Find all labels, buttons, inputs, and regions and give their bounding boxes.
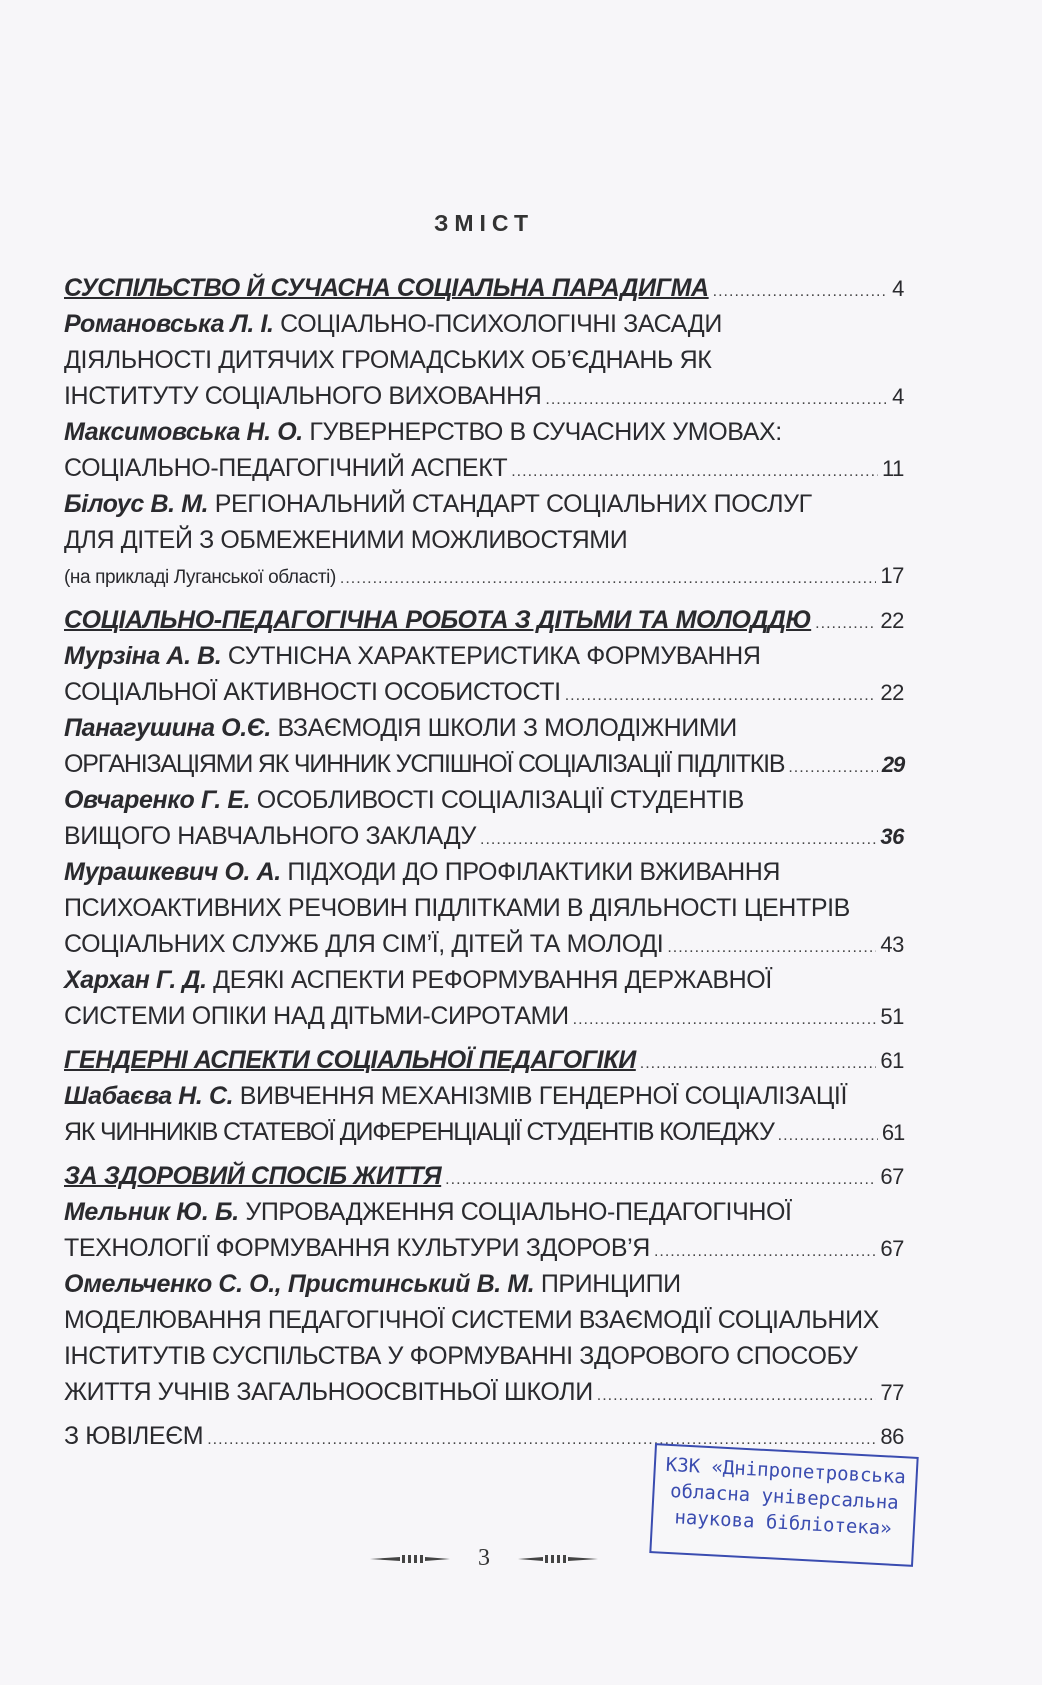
toc-entry-10[interactable] — [64, 1194, 904, 1230]
page-ref: 61 — [880, 1048, 904, 1073]
entry-title-line: ТЕХНОЛОГІЇ ФОРМУВАННЯ КУЛЬТУРИ ЗДОРОВ’Я — [64, 1234, 650, 1262]
entry-title-line: ПІДХОДИ ДО ПРОФІЛАКТИКИ ВЖИВАННЯ — [287, 858, 781, 886]
leader-dots — [597, 1378, 877, 1414]
table-of-contents — [64, 270, 904, 1454]
leader-dots — [713, 274, 889, 310]
stamp-line: КЗК «Дніпропетровська — [665, 1453, 907, 1489]
toc-entry-9-end — [64, 1114, 904, 1150]
entry-title-line: МОДЕЛЮВАННЯ ПЕДАГОГІЧНОЇ СИСТЕМИ ВЗАЄМОДІЇ СОЦІАЛЬНИХ — [64, 1306, 879, 1334]
section-title: СОЦІАЛЬНО-ПЕДАГОГІЧНА РОБОТА З ДІТЬМИ ТА МОЛОДДЮ — [64, 606, 812, 634]
entry-title-line: ПРИНЦИПИ — [540, 1270, 681, 1298]
toc-entry-3-cont — [64, 522, 904, 558]
entry-title-line: ГУВЕРНЕРСТВО В СУЧАСНИХ УМОВАХ: — [309, 418, 782, 446]
ornament-left-icon — [370, 1554, 450, 1564]
page-number: 3 — [478, 1545, 490, 1571]
author: Панагушина О.Є. — [64, 714, 271, 742]
toc-section-3[interactable] — [64, 1042, 904, 1078]
toc-entry-5[interactable] — [64, 710, 904, 746]
leader-dots — [654, 1234, 876, 1270]
toc-entry-11-cont — [64, 1302, 904, 1338]
toc-entry-11-cont2 — [64, 1338, 904, 1374]
page-ref: 67 — [880, 1164, 904, 1189]
entry-title-line: ІНСТИТУТІВ СУСПІЛЬСТВА У ФОРМУВАННІ ЗДОРОВОГО СПОСОБУ — [64, 1342, 858, 1370]
page-ref: 51 — [880, 1004, 904, 1029]
ornament-right-icon — [518, 1554, 598, 1564]
toc-entry-10-end — [64, 1230, 904, 1266]
leader-dots — [667, 930, 876, 966]
toc-section-2[interactable] — [64, 602, 904, 638]
page-ref: 67 — [880, 1236, 904, 1261]
entry-title-line: ІНСТИТУТУ СОЦІАЛЬНОГО ВИХОВАННЯ — [64, 382, 542, 410]
toc-entry-6[interactable] — [64, 782, 904, 818]
stamp-line: наукова бібліотека» — [673, 1506, 893, 1540]
author: Хархан Г. Д. — [64, 966, 207, 994]
page-ref: 4 — [892, 384, 904, 409]
page-footer — [0, 1545, 968, 1572]
author: Білоус В. М. — [64, 490, 209, 518]
toc-entry-3[interactable] — [64, 486, 904, 522]
page-ref: 17 — [880, 563, 904, 588]
entry-title-line: ДЕЯКІ АСПЕКТИ РЕФОРМУВАННЯ ДЕРЖАВНОЇ — [213, 966, 772, 994]
page-ref: 4 — [892, 276, 904, 301]
toc-entry-4-end — [64, 674, 904, 710]
entry-title-line: (на прикладі Луганської області) — [64, 567, 336, 588]
toc-entry-8[interactable] — [64, 962, 904, 998]
toc-entry-2-end — [64, 450, 904, 486]
leader-dots — [445, 1162, 876, 1198]
author: Романовська Л. І. — [64, 310, 274, 338]
stamp-line: обласна універсальна — [669, 1480, 900, 1514]
toc-section-4[interactable] — [64, 1158, 904, 1194]
toc-entry-6-end — [64, 818, 904, 854]
toc-entry-9[interactable] — [64, 1078, 904, 1114]
author: Шабаєва Н. С. — [64, 1082, 234, 1110]
entry-title-line: ВИЩОГО НАВЧАЛЬНОГО ЗАКЛАДУ — [64, 822, 477, 850]
leader-dots — [815, 606, 876, 642]
author: Овчаренко Г. Е. — [64, 786, 251, 814]
entry-title-line: ВЗАЄМОДІЯ ШКОЛИ З МОЛОДІЖНИМИ — [277, 714, 737, 742]
entry-title: З ЮВІЛЕЄМ — [64, 1422, 204, 1450]
author: Мурзіна А. В. — [64, 642, 222, 670]
entry-title-line: СОЦІАЛЬНО-ПСИХОЛОГІЧНІ ЗАСАДИ — [280, 310, 722, 338]
toc-entry-7-cont — [64, 890, 904, 926]
toc-entry-4[interactable] — [64, 638, 904, 674]
leader-dots — [565, 678, 877, 714]
author: Мурашкевич О. А. — [64, 858, 281, 886]
leader-dots — [640, 1046, 877, 1082]
page-ref: 36 — [880, 824, 904, 849]
page-ref: 61 — [881, 1120, 904, 1145]
leader-dots — [340, 561, 876, 597]
leader-dots — [788, 750, 878, 786]
toc-entry-1-end — [64, 378, 904, 414]
page-ref: 22 — [880, 680, 904, 705]
page-ref: 86 — [880, 1424, 904, 1449]
section-title: ГЕНДЕРНІ АСПЕКТИ СОЦІАЛЬНОЇ ПЕДАГОГІКИ — [64, 1046, 636, 1074]
entry-title-line: ДІЯЛЬНОСТІ ДИТЯЧИХ ГРОМАДСЬКИХ ОБ’ЄДНАНЬ ЯК — [64, 346, 712, 374]
toc-entry-7-end — [64, 926, 904, 962]
entry-title-line: СОЦІАЛЬНО-ПЕДАГОГІЧНИЙ АСПЕКТ — [64, 454, 508, 482]
entry-title-line: ОРГАНІЗАЦІЯМИ ЯК ЧИННИК УСПІШНОЇ СОЦІАЛІЗАЦІЇ ПІДЛІТКІВ — [64, 750, 785, 778]
author: Максимовська Н. О. — [64, 418, 303, 446]
entry-title-line: ОСОБЛИВОСТІ СОЦІАЛІЗАЦІЇ СТУДЕНТІВ — [256, 786, 744, 814]
toc-entry-12[interactable] — [64, 1418, 904, 1454]
section-title: ЗА ЗДОРОВИЙ СПОСІБ ЖИТТЯ — [64, 1162, 442, 1190]
entry-title-line: СУТНІСНА ХАРАКТЕРИСТИКА ФОРМУВАННЯ — [227, 642, 761, 670]
leader-dots — [480, 822, 876, 858]
toc-entry-3-end — [64, 558, 904, 594]
page-ref: 43 — [880, 932, 904, 957]
toc-entry-1[interactable] — [64, 306, 904, 342]
toc-entry-8-end — [64, 998, 904, 1034]
page-ref: 22 — [880, 608, 904, 633]
leader-dots — [778, 1118, 878, 1154]
toc-entry-11[interactable] — [64, 1266, 904, 1302]
leader-dots — [573, 1002, 877, 1038]
toc-entry-1-cont — [64, 342, 904, 378]
entry-title-line: ЖИТТЯ УЧНІВ ЗАГАЛЬНООСВІТНЬОЇ ШКОЛИ — [64, 1378, 593, 1406]
page-title: ЗМІСТ — [433, 210, 535, 236]
entry-title-line: СОЦІАЛЬНИХ СЛУЖБ ДЛЯ СІМ’Ї, ДІТЕЙ ТА МОЛОДІ — [64, 930, 664, 958]
entry-title-line: РЕГІОНАЛЬНИЙ СТАНДАРТ СОЦІАЛЬНИХ ПОСЛУГ — [214, 490, 812, 518]
entry-title-line: ДЛЯ ДІТЕЙ З ОБМЕЖЕНИМИ МОЖЛИВОСТЯМИ — [64, 526, 628, 554]
leader-dots — [511, 454, 878, 490]
entry-title-line: ПСИХОАКТИВНИХ РЕЧОВИН ПІДЛІТКАМИ В ДІЯЛЬНОСТІ ЦЕНТРІВ — [64, 894, 850, 922]
toc-entry-5-end — [64, 746, 904, 782]
section-title: СУСПІЛЬСТВО Й СУЧАСНА СОЦІАЛЬНА ПАРАДИГМА — [64, 274, 709, 302]
toc-entry-11-end — [64, 1374, 904, 1410]
toc-entry-2[interactable] — [64, 414, 904, 450]
toc-section-1[interactable] — [64, 270, 904, 306]
page-ref: 77 — [880, 1380, 904, 1405]
toc-entry-7[interactable] — [64, 854, 904, 890]
entry-title-line: ЯК ЧИННИКІВ СТАТЕВОЇ ДИФЕРЕНЦІАЦІЇ СТУДЕНТІВ КОЛЕДЖУ — [64, 1118, 774, 1146]
page-ref: 11 — [881, 456, 904, 481]
author: Мельник Ю. Б. — [64, 1198, 239, 1226]
entry-title-line: ВИВЧЕННЯ МЕХАНІЗМІВ ГЕНДЕРНОЇ СОЦІАЛІЗАЦІЇ — [239, 1082, 847, 1110]
page-ref: 29 — [881, 752, 904, 777]
entry-title-line: СОЦІАЛЬНОЇ АКТИВНОСТІ ОСОБИСТОСТІ — [64, 678, 561, 706]
entry-title-line: УПРОВАДЖЕННЯ СОЦІАЛЬНО-ПЕДАГОГІЧНОЇ — [245, 1198, 792, 1226]
leader-dots — [545, 382, 888, 418]
author: Омельченко С. О., Пристинський В. М. — [64, 1270, 535, 1298]
entry-title-line: СИСТЕМИ ОПІКИ НАД ДІТЬМИ-СИРОТАМИ — [64, 1002, 569, 1030]
